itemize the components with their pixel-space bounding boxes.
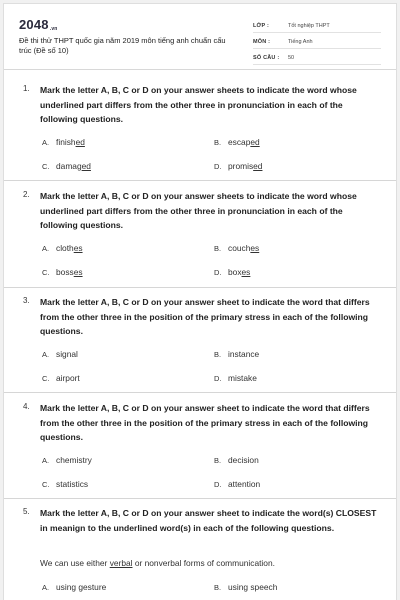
exam-meta	[253, 17, 381, 65]
option-a[interactable]: A. finish ed	[42, 137, 85, 147]
option-c[interactable]: C. statistics	[42, 479, 89, 489]
divider	[4, 287, 397, 288]
option-d[interactable]: D. box es	[214, 267, 251, 277]
question-number: 4.	[23, 402, 30, 411]
meta-key: LỚP :	[253, 23, 269, 29]
question-number: 3.	[23, 296, 30, 305]
option-c[interactable]: C. boss es	[42, 267, 83, 277]
option-d[interactable]: D. mistake	[214, 373, 257, 383]
option-d[interactable]: D. attention	[214, 479, 261, 489]
option-b[interactable]: B. using speech	[214, 582, 278, 592]
question-text: Mark the letter A, B, C or D on your answer sheet to indicate the word(s) CLOSEST in meanign to the underlined word(s) in each of the following questions.	[40, 508, 377, 533]
question-text: Mark the letter A, B, C or D on your answer sheets to indicate the word whose underlined part differs from the other three in pronunciation in each of the following questions.	[40, 85, 357, 124]
option-b[interactable]: B. instance	[214, 349, 260, 359]
option-a[interactable]: A. chemistry	[42, 455, 92, 465]
meta-key: SỐ CÂU :	[253, 55, 280, 61]
divider	[4, 180, 397, 181]
exam-page	[3, 3, 397, 600]
option-b[interactable]: B. couch es	[214, 243, 260, 253]
meta-value: 50	[288, 55, 295, 61]
question-text: Mark the letter A, B, C or D on your answer sheets to indicate the word whose underlined part differs from the other three in pronunciation in each of the following questions.	[40, 191, 357, 230]
divider	[4, 392, 397, 393]
meta-row-subject	[253, 33, 381, 49]
question-stem: We can use either verbal or nonverbal forms of communication.	[40, 558, 275, 568]
option-a[interactable]: A. using gesture	[42, 582, 107, 592]
question-number: 5.	[23, 507, 30, 516]
option-d[interactable]: D. promis ed	[214, 161, 263, 171]
divider	[4, 498, 397, 499]
option-b[interactable]: B. escap ed	[214, 137, 260, 147]
meta-key: MÔN :	[253, 39, 271, 45]
question-text: Mark the letter A, B, C or D on your answer sheet to indicate the word that differs from the other three in the position of the primary stress in each of the following questions.	[40, 297, 370, 336]
exam-header	[4, 4, 396, 70]
question-number: 2.	[23, 190, 30, 199]
meta-row-count	[253, 49, 381, 65]
meta-row-class	[253, 17, 381, 33]
meta-value: Tiếng Anh	[288, 39, 313, 45]
question-number: 1.	[23, 84, 30, 93]
site-logo[interactable]: 2048.vn	[19, 17, 58, 32]
exam-title: Đề thi thử THPT quốc gia năm 2019 môn tiếng anh chuẩn cấu trúc (Đề số 10)	[19, 36, 226, 55]
option-b[interactable]: B. decision	[214, 455, 259, 465]
question-text: Mark the letter A, B, C or D on your answer sheet to indicate the word that differs from the other three in the position of the primary stress in each of the following questions.	[40, 403, 370, 442]
option-c[interactable]: C. airport	[42, 373, 80, 383]
option-a[interactable]: A. signal	[42, 349, 78, 359]
meta-value: Tốt nghiệp THPT	[288, 23, 330, 29]
option-a[interactable]: A. cloth es	[42, 243, 83, 253]
option-c[interactable]: C. damag ed	[42, 161, 91, 171]
